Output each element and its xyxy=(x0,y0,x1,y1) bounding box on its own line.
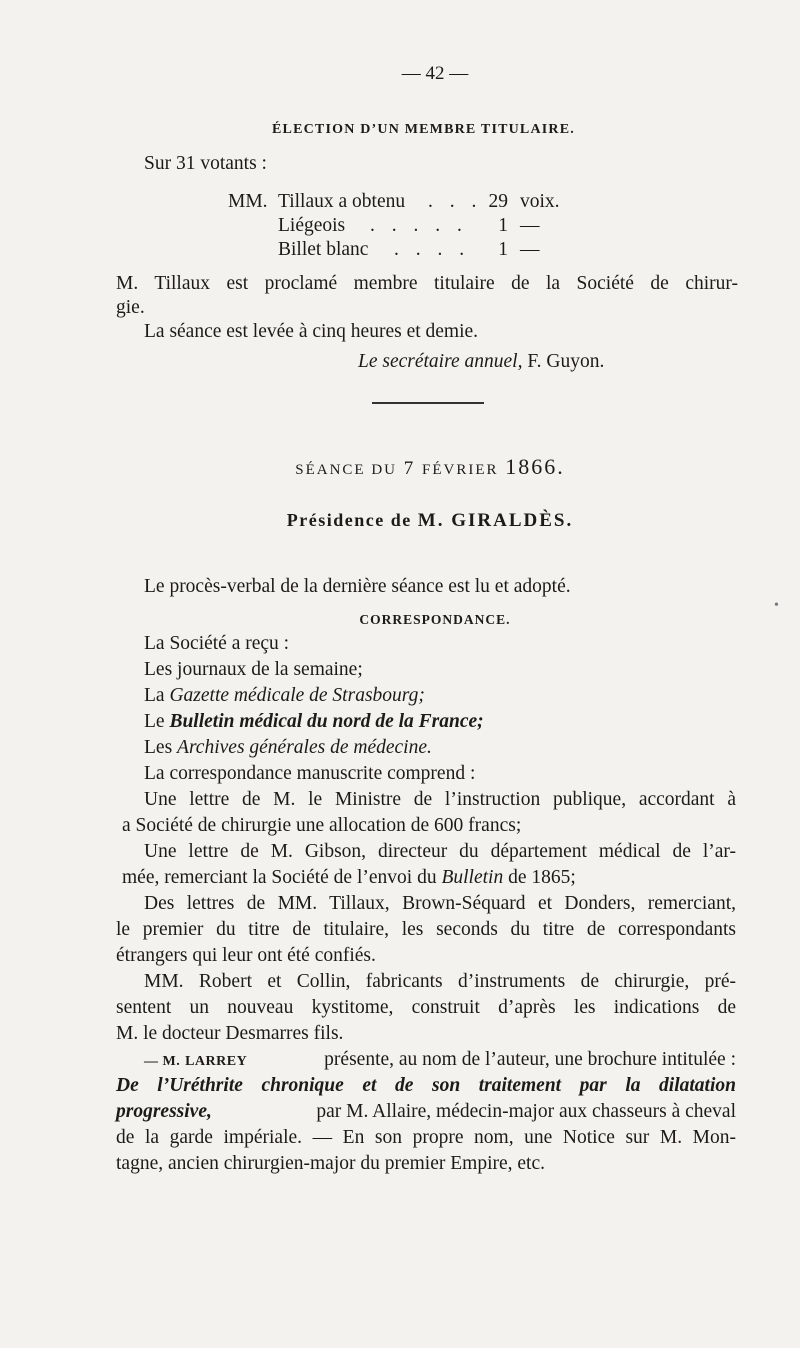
margin-mark: • xyxy=(774,598,779,613)
session-title xyxy=(0,455,800,482)
larrey-line-5: tagne, ancien chirurgien-major du premier Empire, etc. xyxy=(116,1153,545,1174)
larrey-name: LARREY xyxy=(185,1054,248,1069)
lettre2-line-1: Une lettre de M. Gibson, directeur du département médical de l’ar- xyxy=(144,841,736,862)
larrey-line-3-italic: progressive, xyxy=(116,1101,212,1122)
vote-name: Liégeois xyxy=(278,215,346,236)
archives-line xyxy=(144,736,432,760)
robert-line-1: MM. Robert et Collin, fabricants d’instruments de chirurgie, pré- xyxy=(144,971,736,992)
vote-dots: . . . . . xyxy=(370,215,468,236)
proclaim-line-2: gie. xyxy=(116,297,145,318)
votants-line: Sur 31 votants : xyxy=(144,153,267,174)
gazette-prefix: La xyxy=(144,685,165,706)
manuscrite-line: La correspondance manuscrite comprend : xyxy=(144,763,476,784)
session-title-prefix: SÉANCE DU xyxy=(295,462,397,478)
presidence-label: Présidence de xyxy=(286,510,412,530)
larrey-line-2: De l’Uréthrite chronique et de son traitement par la dilatation xyxy=(116,1075,736,1096)
vote-dots: . . . . xyxy=(394,239,471,260)
page-number: — 42 — xyxy=(401,63,469,84)
larrey-lead xyxy=(144,1048,247,1074)
vote-unit: — xyxy=(520,215,540,236)
recu-line: La Société a reçu : xyxy=(144,633,290,654)
vote-count: 1 xyxy=(498,239,508,260)
session-year: 1866. xyxy=(505,454,565,479)
larrey-line-3-rest: par M. Allaire, médecin-major aux chasseurs à cheval xyxy=(316,1101,736,1122)
presidence-line xyxy=(0,508,800,533)
session-day: 7 xyxy=(403,458,416,479)
bulletin-title: Bulletin médical du nord de la France; xyxy=(169,711,484,732)
larrey-dash: — M. xyxy=(144,1054,181,1069)
lettre2-line-2-pre: mée, remerciant la Société de l’envoi du xyxy=(122,867,437,888)
vote-name: Billet blanc xyxy=(278,239,369,260)
larrey-line-1 xyxy=(144,1048,736,1074)
vote-dots: . . . xyxy=(428,191,483,212)
levee-line: La séance est levée à cinq heures et demie. xyxy=(144,321,479,342)
vote-name: Tillaux a obtenu xyxy=(278,191,406,212)
larrey-line-1-rest: présente, au nom de l’auteur, une brochure intitulée : xyxy=(324,1049,736,1070)
lettres3-line-2: le premier du titre de titulaire, les seconds du titre de correspondants xyxy=(116,919,736,940)
bulletin-line xyxy=(144,710,484,734)
bulletin-prefix: Le xyxy=(144,711,165,732)
vote-count: 29 xyxy=(488,191,508,212)
robert-line-3: M. le docteur Desmarres fils. xyxy=(116,1023,344,1044)
lettres3-line-3: étrangers qui leur ont été confiés. xyxy=(116,945,376,966)
session-month: FÉVRIER xyxy=(422,462,499,478)
signature-line xyxy=(358,350,604,374)
lettre1-line-2: a Société de chirurgie une allocation de 600 francs; xyxy=(122,815,522,836)
robert-line-2: sentent un nouveau kystitome, construit d’après les indications de xyxy=(116,997,736,1018)
archives-title: Archives générales de médecine. xyxy=(177,737,432,758)
signature-name: F. Guyon. xyxy=(527,351,605,372)
vote-unit: — xyxy=(520,239,540,260)
signature-role: Le secrétaire annuel, xyxy=(358,351,523,372)
larrey-line-4: de la garde impériale. — En son propre nom, une Notice sur M. Mon- xyxy=(116,1127,736,1148)
proces-verbal-line: Le procès-verbal de la dernière séance est lu et adopté. xyxy=(144,576,571,597)
mm-prefix: MM. xyxy=(228,191,268,212)
vote-count: 1 xyxy=(498,215,508,236)
proclaim-line-1: M. Tillaux est proclamé membre titulaire de la Société de chirur- xyxy=(116,273,738,294)
larrey-line-3 xyxy=(116,1100,736,1124)
gazette-line xyxy=(144,684,425,708)
bulletin-ref: Bulletin xyxy=(441,867,504,888)
journaux-line: Les journaux de la semaine; xyxy=(144,659,363,680)
correspondance-heading: CORRESPONDANCE. xyxy=(359,612,511,627)
election-heading: ÉLECTION D’UN MEMBRE TITULAIRE. xyxy=(272,122,575,137)
lettre2-line-2-post: de 1865; xyxy=(508,867,576,888)
gazette-title: Gazette médicale de Strasbourg; xyxy=(169,685,425,706)
lettre1-line-1: Une lettre de M. le Ministre de l’instruction publique, accordant à xyxy=(144,789,736,810)
lettre2-line-2 xyxy=(122,866,576,890)
archives-prefix: Les xyxy=(144,737,173,758)
president-name: M. GIRALDÈS. xyxy=(417,510,574,531)
vote-unit: voix. xyxy=(520,191,560,212)
section-divider xyxy=(372,402,484,404)
lettres3-line-1: Des lettres de MM. Tillaux, Brown-Séquard et Donders, remerciant, xyxy=(144,893,736,914)
